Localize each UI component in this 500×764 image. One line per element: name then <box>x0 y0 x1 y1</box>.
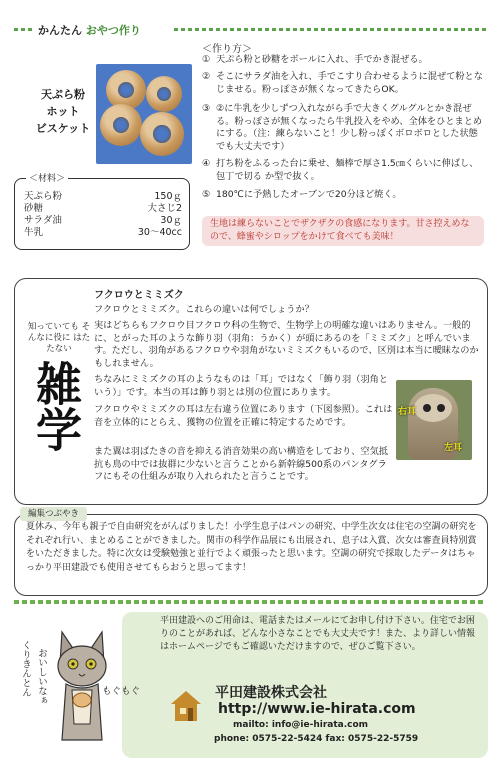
trivia-small-note: 知っていても そんなに役に はたたない <box>27 322 91 354</box>
owl-label-right: 右耳 <box>398 407 417 417</box>
step-number: ② <box>202 71 211 82</box>
step-number: ⑤ <box>202 189 211 200</box>
material-row <box>24 203 182 215</box>
dish-name-line3: ビスケット <box>35 122 91 135</box>
steps-heading: ＜作り方＞ <box>202 44 252 55</box>
step-text: そこにサラダ油を入れ、手でこすり合わせるように混ぜて粉となじませる。粉っぽさが無くなってきたらOK。 <box>216 71 483 95</box>
trivia-para-2: 実はどちらもフクロウ目フクロウ科の生物で、生物学上の明確な違いはありません。一般的に、とがった耳のような飾り羽（羽角：うかく）が頭にあるのを「ミミズク」と呼んでいます。ただし、羽角があるフクロウや羽角がないミミズクもいるので、区別は本当に曖昧なのかもしれません。 <box>94 320 479 369</box>
dish-name <box>28 86 98 137</box>
material-name: 天ぷら粉 <box>24 191 63 202</box>
company-mail[interactable]: mailto: info@ie-hirata.com <box>233 720 369 730</box>
house-icon <box>168 688 204 724</box>
material-qty: 大さじ2 <box>147 203 182 214</box>
step-text: 180℃に予熱したオーブンで20分ほど焼く。 <box>216 189 402 200</box>
trivia-para-4: フクロウやミミズクの耳は左右違う位置にあります（下図参照）。これは音を立体的にとらえ、獲物の位置を正確に特定するためです。 <box>94 404 393 428</box>
company-phone: phone: 0575-22-5424 fax: 0575-22-5759 <box>214 734 419 744</box>
dish-name-line2: ホット <box>46 105 80 118</box>
editorial-tag: 編集つぶやき <box>20 507 87 521</box>
step-4 <box>202 158 486 183</box>
materials-heading: ＜材料＞ <box>26 171 68 184</box>
material-name: 牛乳 <box>24 227 44 238</box>
owl-label-left: 左耳 <box>444 443 463 453</box>
material-name: サラダ油 <box>24 215 62 226</box>
material-qty: 30ｇ <box>160 215 182 226</box>
editorial-text: 夏休み、今年も親子で自由研究をがんばりました！小学生息子はパンの研究、中学生次女は住宅の空調の研究をそれぞれ行い、まとめることができました。関市の科学作品展にも出展され、息子は入賞、次女は審査員特別賞をいただきました。特に次女は受験勉強と並行でよく頑張ったと思います。空調の研究で採取したデータはちゃっかり平田建設でも使用させてもらおうと思ってます！ <box>26 522 477 573</box>
step-number: ① <box>202 54 211 65</box>
step-number: ③ <box>202 103 211 114</box>
material-qty: 150ｇ <box>154 191 182 202</box>
cat-speech-2: おいしいなぁ <box>36 648 47 705</box>
recipe-title-a: かんたん <box>38 24 82 37</box>
material-row <box>24 227 182 239</box>
step-text: 打ち粉をふるった台に乗せ、麺棒で厚さ1.5㎝くらいに伸ばし、包丁で切る か型で抜く。 <box>216 158 479 182</box>
dish-name-line1: 天ぷら粉 <box>41 88 85 101</box>
recipe-title-b: おやつ作り <box>85 24 141 37</box>
trivia-para-3: ちなみにミミズクの耳のようなものは「耳」ではなく「飾り羽（羽角という）」です。本当の耳は飾り羽とは別の位置にあります。 <box>94 374 388 398</box>
step-5 <box>202 189 486 202</box>
material-qty: 30〜40cc <box>137 227 182 238</box>
trivia-heading: フクロウとミミズク <box>94 290 184 301</box>
step-text: 天ぷら粉と砂糖をボールに入れ、手でかき混ぜる。 <box>216 54 428 65</box>
recipe-tip: 生地は練らないことでザクザクの食感になります。甘さ控えめなので、蜂蜜やシロップをかけて食べても美味！ <box>202 216 484 246</box>
trivia-para-5: また翼は羽ばたきの音を抑える消音効果の高い構造をしており、空気抵抗も鳥の中では抜群に少ないと言うことから新幹線500系のパンタグラフにもその仕組みが取り入れられたと言うことです。 <box>94 446 388 483</box>
step-number: ④ <box>202 158 211 169</box>
cat-mogumogu: もぐもぐ <box>102 686 141 697</box>
step-1 <box>202 54 486 67</box>
company-url[interactable]: http://www.ie-hirata.com <box>218 701 416 717</box>
step-3 <box>202 103 486 153</box>
trivia-big-kanji: 雑学 <box>29 360 83 452</box>
material-row <box>24 191 182 203</box>
trivia-para-1: フクロウとミミズク。これらの違いは何でしょうか？ <box>94 304 314 315</box>
recipe-title <box>34 22 145 38</box>
cat-speech-1: くりきんとん <box>20 640 31 697</box>
biscuit-photo <box>96 64 192 164</box>
material-name: 砂糖 <box>24 203 44 214</box>
material-row <box>24 215 182 227</box>
step-text: ②に牛乳を少しずつ入れながら手で大きくグルグルとかき混ぜる。粉っぽさが無くなったら牛乳投入をやめ、全体をひとまとめにする。（注：練らないこと！少し粉っぽくボロボロとした状態でも大丈夫です） <box>216 103 483 152</box>
section-divider <box>14 600 486 604</box>
owl-photo <box>396 380 472 460</box>
step-2 <box>202 71 486 96</box>
footer-message: 平田建設へのご用命は、電話またはメールにてお申し付け下さい。住宅でお困りのことがあれば、どんな小さなことでも大丈夫です！また、より詳しい情報はホームページでもご確認いただけますので、ぜひご覧下さい。 <box>160 616 476 652</box>
company-name: 平田建設株式会社 <box>215 685 327 701</box>
